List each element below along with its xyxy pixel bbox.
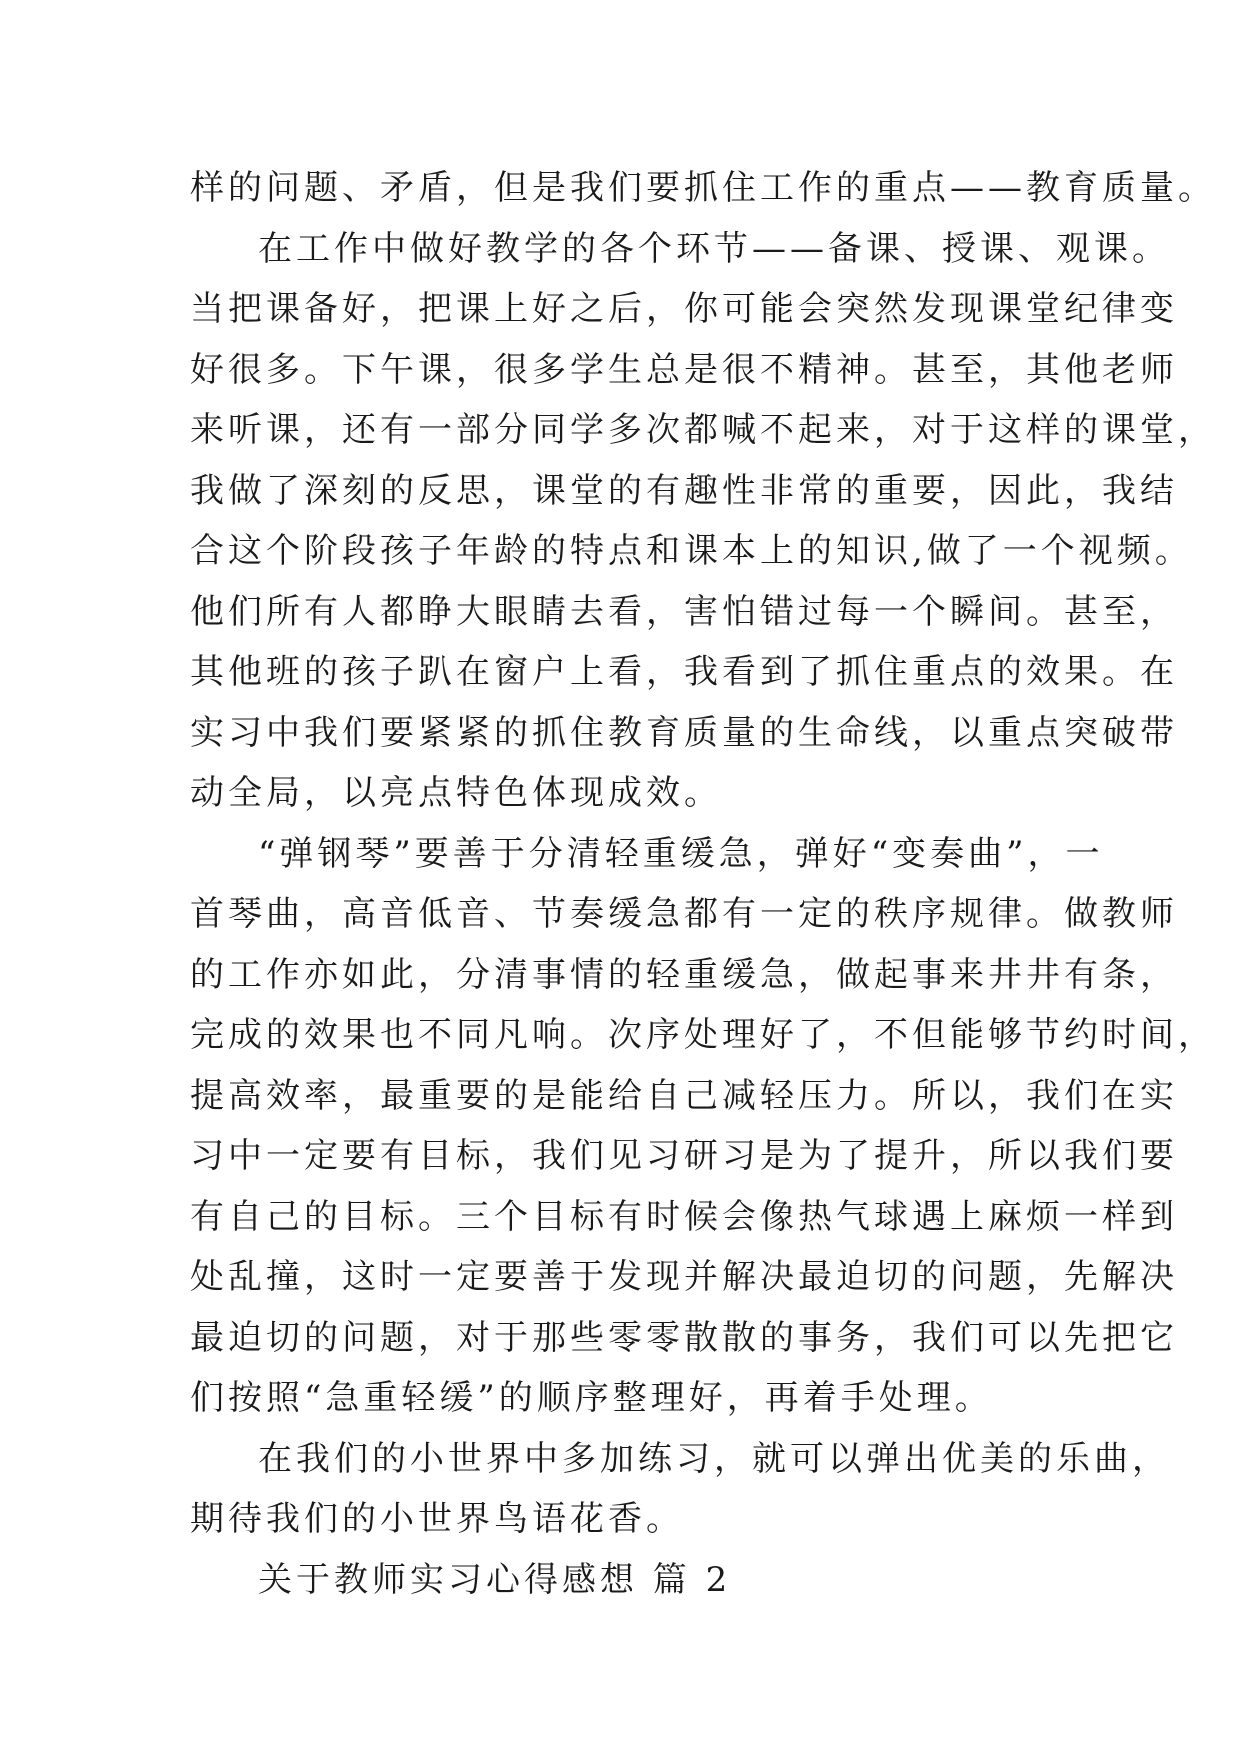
text-line: 期待我们的小世界鸟语花香。 [190, 1499, 684, 1539]
text-line: 实习中我们要紧紧的抓住教育质量的生命线，以重点突破带 [190, 712, 1178, 753]
document-body [190, 158, 1216, 1610]
text-line: 首琴曲，高音低音、节奏缓急都有一定的秩序规律。做教师 [190, 894, 1178, 934]
text-line: 合这个阶段孩子年龄的特点和课本上的知识,做了一个视频。 [190, 531, 1193, 571]
text-line: 当把课备好，把课上好之后，你可能会突然发现课堂纪律变 [190, 289, 1178, 329]
text-line: 好很多。下午课，很多学生总是很不精神。甚至，其他老师 [190, 349, 1178, 390]
text-line: 最迫切的问题，对于那些零零散散的事务，我们可以先把它 [190, 1317, 1178, 1358]
section-heading: 关于教师实习心得感想 篇 2 [258, 1559, 732, 1600]
text-line: “弹钢琴”要善于分清轻重缓急，弹好“变奏曲”，一 [258, 833, 1104, 874]
text-line: 在我们的小世界中多加练习，就可以弹出优美的乐曲， [258, 1438, 1170, 1479]
text-line: 有自己的目标。三个目标有时候会像热气球遇上麻烦一样到 [190, 1196, 1178, 1237]
text-line: 习中一定要有目标，我们见习研习是为了提升，所以我们要 [190, 1136, 1178, 1176]
text-line: 我做了深刻的反思，课堂的有趣性非常的重要，因此，我结 [190, 470, 1178, 511]
text-line: 在工作中做好教学的各个环节——备课、授课、观课。 [258, 228, 1170, 269]
text-line: 完成的效果也不同凡响。次序处理好了，不但能够节约时间， [190, 1015, 1216, 1055]
text-line: 提高效率，最重要的是能给自己减轻压力。所以，我们在实 [190, 1075, 1178, 1116]
text-line: 其他班的孩子趴在窗户上看，我看到了抓住重点的效果。在 [190, 652, 1178, 692]
text-line: 动全局，以亮点特色体现成效。 [190, 773, 722, 813]
text-line: 的工作亦如此，分清事情的轻重缓急，做起事来井井有条， [190, 954, 1178, 995]
text-line: 们按照“急重轻缓”的顺序整理好，再着手处理。 [190, 1378, 993, 1418]
text-line: 来听课，还有一部分同学多次都喊不起来，对于这样的课堂， [190, 410, 1216, 450]
text-line: 他们所有人都睁大眼睛去看，害怕错过每一个瞬间。甚至， [190, 591, 1178, 632]
text-line: 处乱撞，这时一定要善于发现并解决最迫切的问题，先解决 [190, 1257, 1178, 1297]
text-line: 样的问题、矛盾，但是我们要抓住工作的重点——教育质量。 [190, 168, 1216, 208]
